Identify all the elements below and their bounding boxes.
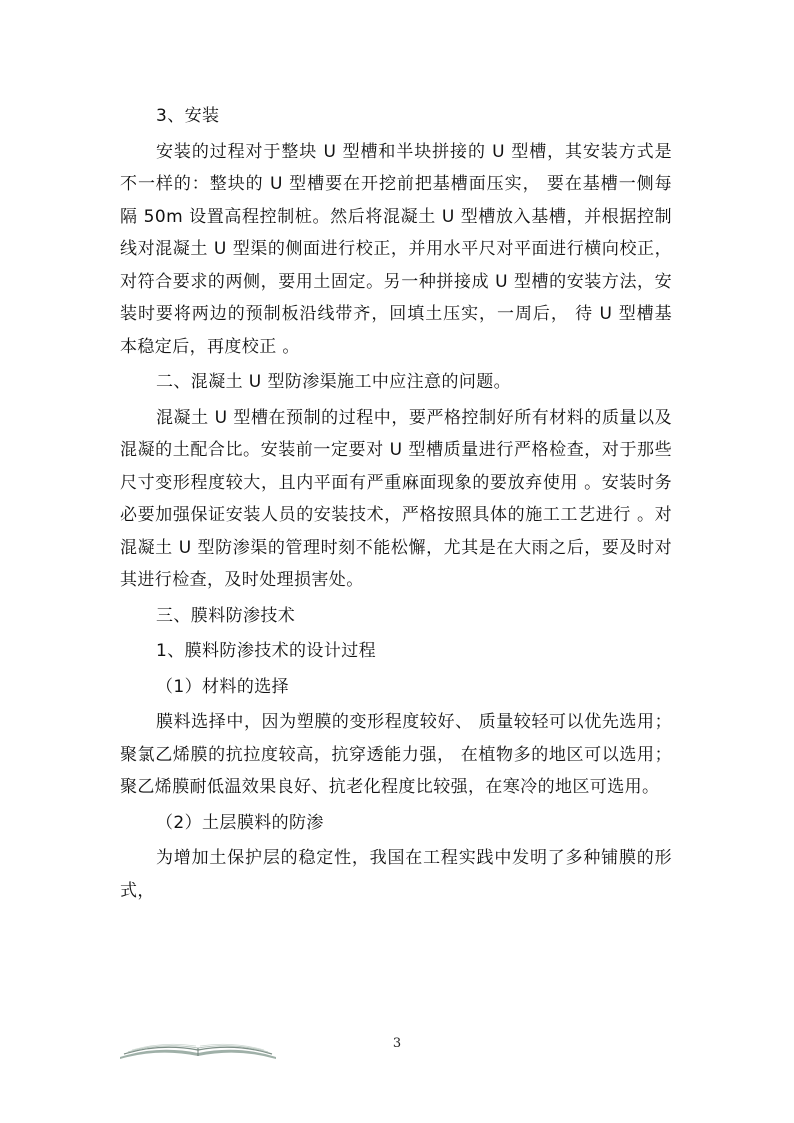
body-paragraph-material: 膜料选择中，因为塑膜的变形程度较好、 质量较轻可以优先选用；聚氯乙烯膜的抗拉度较高，抗穿透能力强， 在植物多的地区可以选用；聚乙烯膜耐低温效果良好、抗老化程度比较强，在寒冷的地区可选用。 [120, 712, 672, 797]
document-body [120, 100, 672, 910]
body-paragraph-soil-layer: 为增加土保护层的稳定性，我国在工程实践中发明了多种铺膜的形式， [120, 848, 672, 901]
body-paragraph-install: 安装的过程对于整块 U 型槽和半块拼接的 U 型槽，其安装方式是不一样的：整块的 U 型槽要在开挖前把基槽面压实， 要在基槽一侧每隔 50m 设置高程控制桩。然后将混凝土 U 型槽放入基槽，并根据控制线对混凝土 U 型渠的侧面进行校正，并用水平尺对平面进行横向校正，对符合要求的两侧，要用土固定。另一种拼接成 U 型槽的安装方法，安装时要将两边的预制板沿线带齐，回填土压实，一周后， 待 U 型槽基本稳定后，再度校正 。 [120, 141, 672, 357]
body-paragraph-issues: 混凝土 U 型槽在预制的过程中，要严格控制好所有材料的质量以及混凝的土配合比。安装前一定要对 U 型槽质量进行严格检查，对于那些尺寸变形程度较大，且内平面有严重麻面现象的要放弃使用 。安装时务必要加强保证安装人员的安装技术，严格按照具体的施工工艺进行 。对混凝土 U 型防渗渠的管理时刻不能松懈，尤其是在大雨之后，要及时对其进行检查，及时处理损害处。 [120, 407, 672, 590]
open-book-icon [118, 1039, 278, 1061]
section-heading-install: 3、安装 [156, 106, 220, 126]
subsection-heading-material: （1）材料的选择 [156, 676, 290, 697]
page-number: 3 [392, 1036, 402, 1051]
subsection-heading-design: 1、膜料防渗技术的设计过程 [156, 641, 377, 661]
section-heading-issues: 二、混凝土 U 型防渗渠施工中应注意的问题。 [156, 372, 512, 392]
subsection-heading-soil-layer: （2）土层膜料的防渗 [156, 812, 324, 833]
section-heading-membrane: 三、膜料防渗技术 [156, 605, 296, 626]
